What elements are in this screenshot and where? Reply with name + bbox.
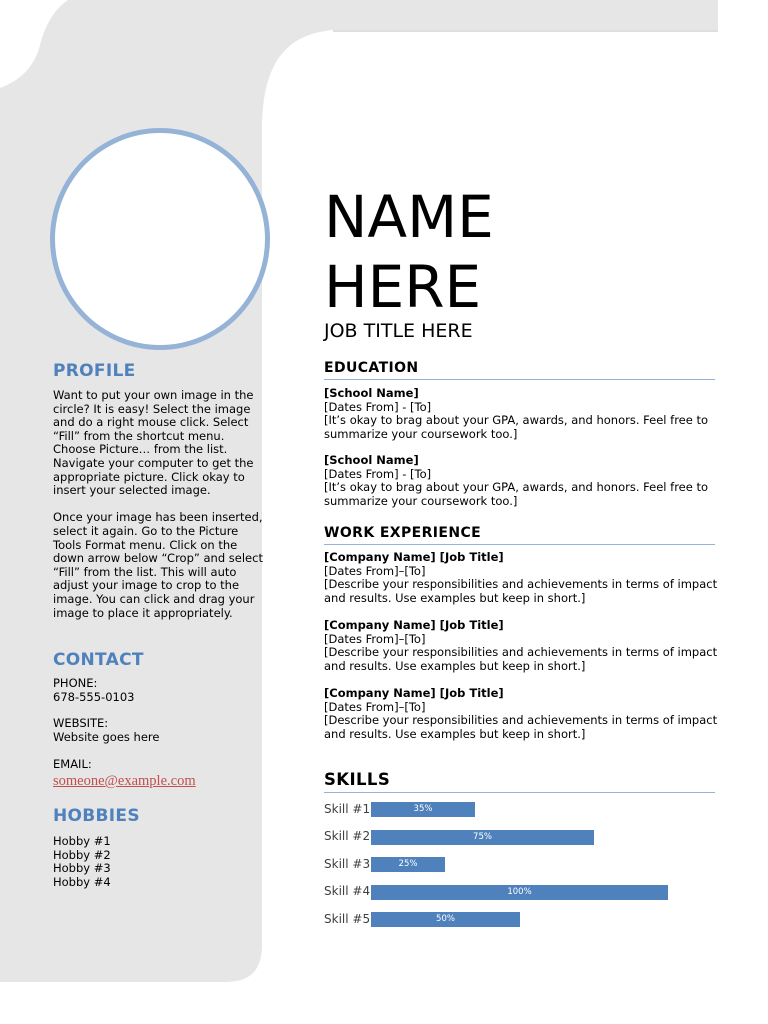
- work-dates: [Dates From]–[To]: [324, 699, 426, 714]
- phone-value: 678-555-0103: [53, 690, 135, 704]
- skill-value-label: 75%: [473, 832, 492, 842]
- hobby-item: Hobby #4: [53, 875, 111, 889]
- email-link[interactable]: someone@example.com: [53, 773, 196, 789]
- skill-bar: [371, 802, 475, 817]
- name-heading: NAME HERE: [324, 183, 494, 321]
- section-divider: [324, 379, 715, 380]
- skill-value-label: 25%: [398, 859, 418, 869]
- skill-label: Skill #2: [324, 829, 371, 843]
- skill-label: Skill #3: [324, 857, 371, 871]
- education-description: [It’s okay to brag about your GPA, awards, and honors. Feel free to summarize your coursework too.]: [324, 413, 709, 441]
- phone-label: PHONE:: [53, 676, 98, 690]
- work-entry: [324, 687, 719, 741]
- work-title: [Company Name] [Job Title]: [324, 686, 504, 700]
- work-dates: [Dates From]–[To]: [324, 563, 426, 578]
- work-dates: [Dates From]–[To]: [324, 631, 426, 646]
- school-name: [School Name]: [324, 453, 419, 467]
- hobbies-heading: HOBBIES: [53, 806, 140, 826]
- hobby-item: Hobby #3: [53, 861, 111, 875]
- work-entry: [324, 619, 719, 673]
- education-description: [It’s okay to brag about your GPA, awards, and honors. Feel free to summarize your coursework too.]: [324, 480, 709, 508]
- education-entry: [324, 454, 719, 508]
- hobby-item: Hobby #1: [53, 834, 111, 848]
- skills-heading: SKILLS: [324, 770, 391, 789]
- website-label: WEBSITE:: [53, 716, 109, 730]
- skill-value-label: 50%: [436, 914, 455, 924]
- work-heading: WORK EXPERIENCE: [324, 525, 482, 541]
- work-description: [Describe your responsibilities and achievements in terms of impact and results. Use examples but keep in short.]: [324, 713, 718, 741]
- work-title: [Company Name] [Job Title]: [324, 618, 504, 632]
- education-entry: [324, 387, 719, 441]
- education-dates: [Dates From] - [To]: [324, 399, 432, 414]
- section-divider: [324, 544, 715, 545]
- website-value: Website goes here: [53, 730, 160, 744]
- skill-bar: [371, 912, 520, 927]
- skill-bar: [371, 885, 668, 900]
- skill-bar: [371, 857, 445, 872]
- work-description: [Describe your responsibilities and achievements in terms of impact and results. Use examples but keep in short.]: [324, 645, 718, 673]
- hobby-item: Hobby #2: [53, 848, 111, 862]
- section-divider: [324, 792, 715, 793]
- skill-label: Skill #1: [324, 802, 371, 816]
- skill-label: Skill #4: [324, 884, 371, 898]
- email-label: EMAIL:: [53, 757, 92, 771]
- skill-label: Skill #5: [324, 912, 371, 926]
- profile-heading: PROFILE: [53, 361, 136, 381]
- work-title: [Company Name] [Job Title]: [324, 550, 504, 564]
- job-title: JOB TITLE HERE: [324, 320, 473, 342]
- contact-heading: CONTACT: [53, 650, 144, 670]
- skill-value-label: 35%: [413, 804, 433, 814]
- education-dates: [Dates From] - [To]: [324, 466, 432, 481]
- work-description: [Describe your responsibilities and achievements in terms of impact and results. Use examples but keep in short.]: [324, 577, 718, 605]
- skill-bar: [371, 830, 594, 845]
- school-name: [School Name]: [324, 386, 419, 400]
- skill-value-label: 100%: [507, 887, 532, 897]
- work-entry: [324, 551, 719, 605]
- profile-photo-placeholder[interactable]: [50, 128, 270, 350]
- profile-text: Want to put your own image in the circle? It is easy! Select the image and do a right mouse click. Select “Fill” from the shortcut menu. Choose Picture… from the list. Navigate your computer to get the appropriate picture. Click okay to insert your selected image. Once your image has been inserted, select it again. Go to the Picture Tools Format menu. Click on the down arrow below “Crop” and select “Fill” from the list. This will auto adjust your image to crop to the image. You can click and drag your image to place it appropriately.: [53, 388, 263, 620]
- education-heading: EDUCATION: [324, 360, 419, 376]
